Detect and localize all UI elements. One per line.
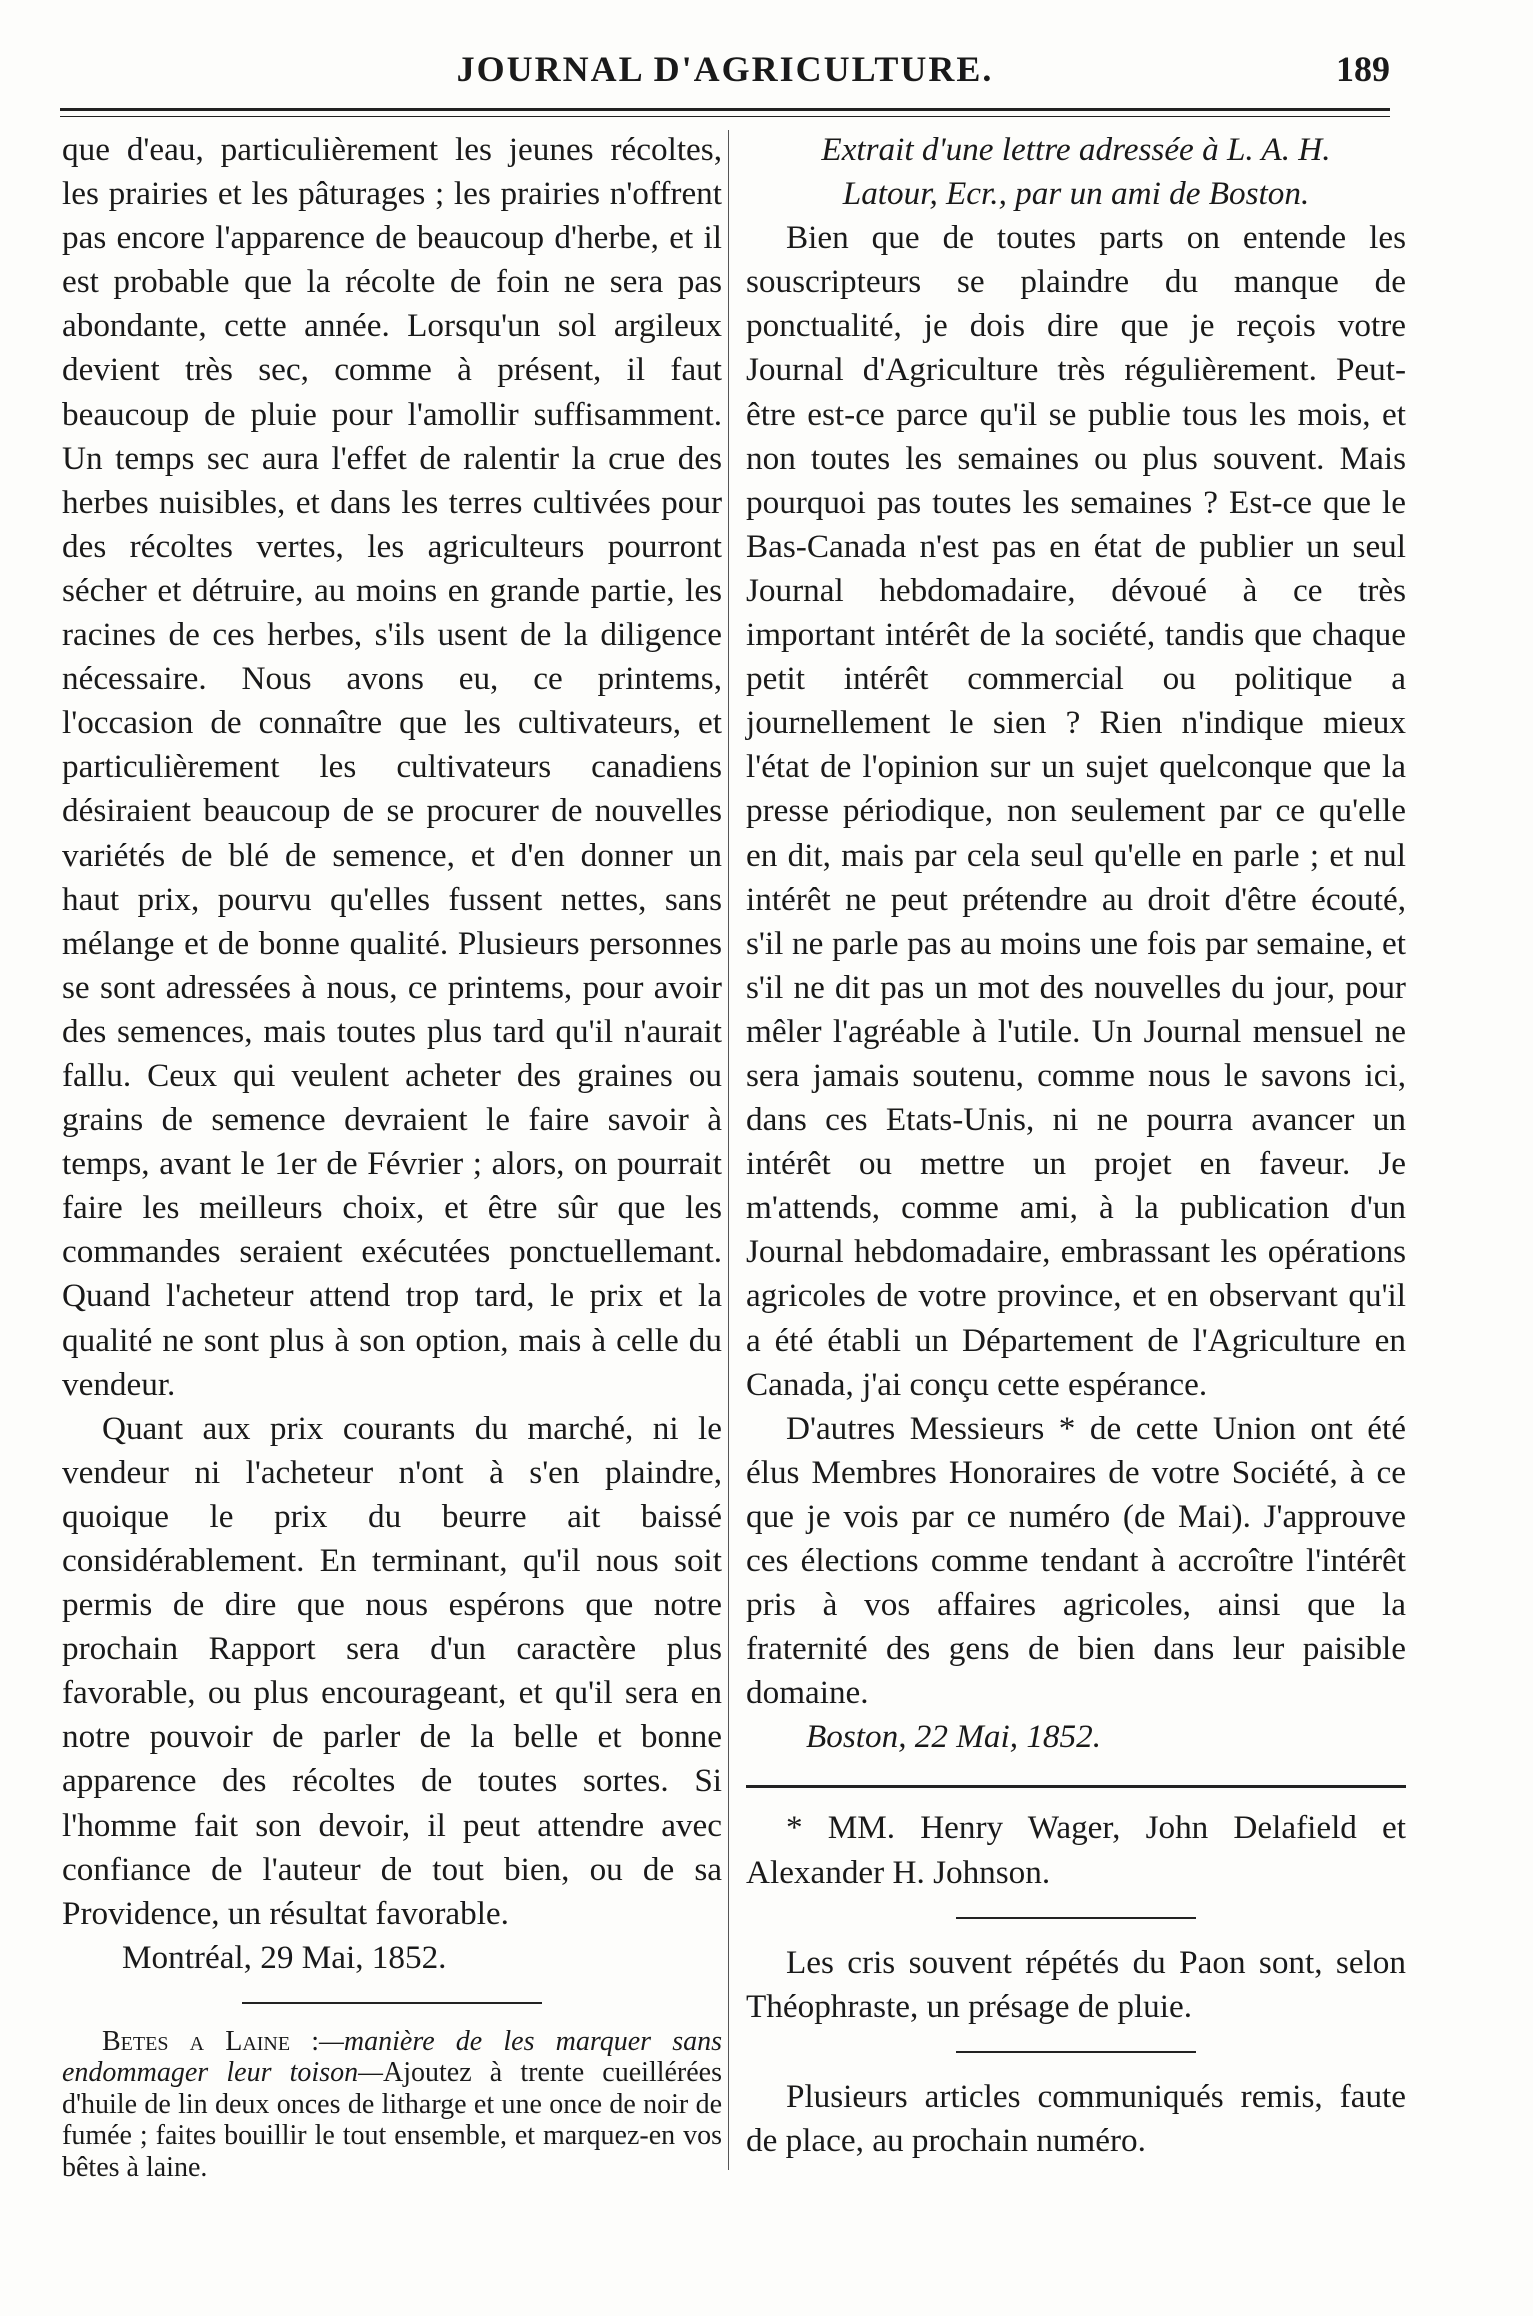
left-separator <box>242 2002 542 2004</box>
footnote-rule <box>746 1785 1406 1788</box>
header-rule <box>60 108 1390 111</box>
sheep-note-title: —manière de les marquer sans endommager leur toison— <box>62 2025 722 2089</box>
column-divider <box>728 130 729 2170</box>
right-paragraph-1: Bien que de toutes parts on entende les souscripteurs se plaindre du manque de ponctualité, je dois dire que je reçois votre Journal d'Agriculture très régulièrement. Peut-être est-ce parce qu'il se publie tous les mois, et non toutes les semaines ou plus souvent. Mais pourquoi pas toutes les semaines ? Est-ce que le Bas-Canada n'est pas en état de publier un seul Journal hebdomadaire, dévoué à ce très important intérêt de la société, tandis que chaque petit intérêt commercial ou politique a journellement le sien ? Rien n'indique mieux l'état de l'opinion sur un sujet quelconque que la presse périodique, non seulement par ce qu'elle en dit, mais par cela seul qu'elle en parle ; et nul intérêt ne peut prétendre au droit d'être écouté, s'il ne parle pas au moins une fois par semaine, et s'il ne dit pas un mot des nouvelles du jour, pour mêler l'agréable à l'utile. Un Journal mensuel ne sera jamais soutenu, comme nous le savons ici, dans ces Etats-Unis, ni ne pourra avancer un intérêt ou mettre un projet en faveur. Je m'attends, comme ami, à la publication d'un Journal hebdomadaire, embrassant les opérations agricoles de votre province, et en observant qu'il a été établi un Département de l'Agriculture en Canada, j'ai conçu cette espérance. <box>746 219 1406 1403</box>
sheep-note-body: Ajoutez à trente cueillérées d'huile de lin deux onces de litharge et une once de noir de fumée ; faites bouillir le tout ensemble, et marquez-en vos bêtes à laine. <box>62 2057 723 2183</box>
left-signature: Montréal, 29 Mai, 1852. <box>122 1938 447 1976</box>
sheep-note <box>62 2026 722 2184</box>
page-header <box>60 48 1390 108</box>
letter-title-line-2: Latour, Ecr., par un ami de Boston. <box>842 175 1310 213</box>
paon-note: Les cris souvent répétés du Paon sont, selon Théophraste, un présage de pluie. <box>746 1943 1406 2025</box>
page-number: 189 <box>1336 49 1390 89</box>
left-paragraph-1: que d'eau, particulièrement les jeunes récoltes, les prairies et les pâturages ; les prairies n'offrent pas encore l'apparence de beaucoup d'herbe, et il est probable que la récolte de foin ne sera pas abondante, cette année. Lorsqu'un sol argileux devient très sec, comme à présent, il faut beaucoup de pluie pour l'amollir suffisamment. Un temps sec aura l'effet de ralentir la crue des herbes nuisibles, et dans les terres cultivées pour des récoltes vertes, les agriculteurs pourront sécher et détruire, au moins en grande partie, les racines de ces herbes, s'ils usent de la diligence nécessaire. Nous avons eu, ce printems, l'occasion de connaître que les cultivateurs, et particulièrement les cultivateurs canadiens désiraient beaucoup de se procurer de nouvelles variétés de blé de semence, et d'en donner un haut prix, pourvu qu'elles fussent nettes, sans mélange et de bonne qualité. Plusieurs personnes se sont adressées à nous, ce printems, pour avoir des semences, mais toutes plus tard qu'il n'aurait fallu. Ceux qui veulent acheter des graines ou grains de semence devraient le faire savoir à temps, avant le 1er de Février ; alors, on pourrait faire les meilleurs choix, et être sûr que les commandes seraient exécutées ponctuellemant. Quand l'acheteur attend trop tard, le prix et la qualité ne sont plus à son option, mais à celle du vendeur. <box>62 131 722 1403</box>
sheep-note-lead: Betes a Laine : <box>102 2025 320 2057</box>
journal-title: JOURNAL D'AGRICULTURE. <box>456 49 994 89</box>
left-paragraph-2: Quant aux prix courants du marché, ni le vendeur ni l'acheteur n'ont à s'en plaindre, quoique le prix du beurre ait baissé considérablement. En terminant, qu'il nous soit permis de dire que nous espérons que notre prochain Rapport sera d'un caractère plus favorable, ou plus encourageant, et qu'il sera en notre pouvoir de parler de la belle et bonne apparence des récoltes de toutes sortes. Si l'homme fait son devoir, il peut attendre avec confiance de l'auteur de tout bien, ou de sa Providence, un résultat favorable. <box>62 1409 722 1932</box>
footnote: * MM. Henry Wager, John Delafield et Alexander H. Johnson. <box>746 1809 1406 1891</box>
right-separator-1 <box>956 1917 1196 1919</box>
articles-note: Plusieurs articles communiqués remis, faute de place, au prochain numéro. <box>746 2077 1406 2159</box>
right-separator-2 <box>956 2051 1196 2053</box>
header-rule-thin <box>60 116 1390 117</box>
left-column <box>62 128 722 2183</box>
right-paragraph-2: D'autres Messieurs * de cette Union ont été élus Membres Honoraires de votre Société, à ce que je vois par ce numéro (de Mai). J'approuve ces élections comme tendant à accroître l'intérêt pris à vos affaires agricoles, ainsi que la fraternité des gens de bien dans leur paisible domaine. <box>746 1409 1406 1712</box>
right-signature: Boston, 22 Mai, 1852. <box>806 1718 1101 1756</box>
letter-title-line-1: Extrait d'une lettre adressée à L. A. H. <box>821 131 1331 168</box>
right-column <box>746 128 1406 2163</box>
